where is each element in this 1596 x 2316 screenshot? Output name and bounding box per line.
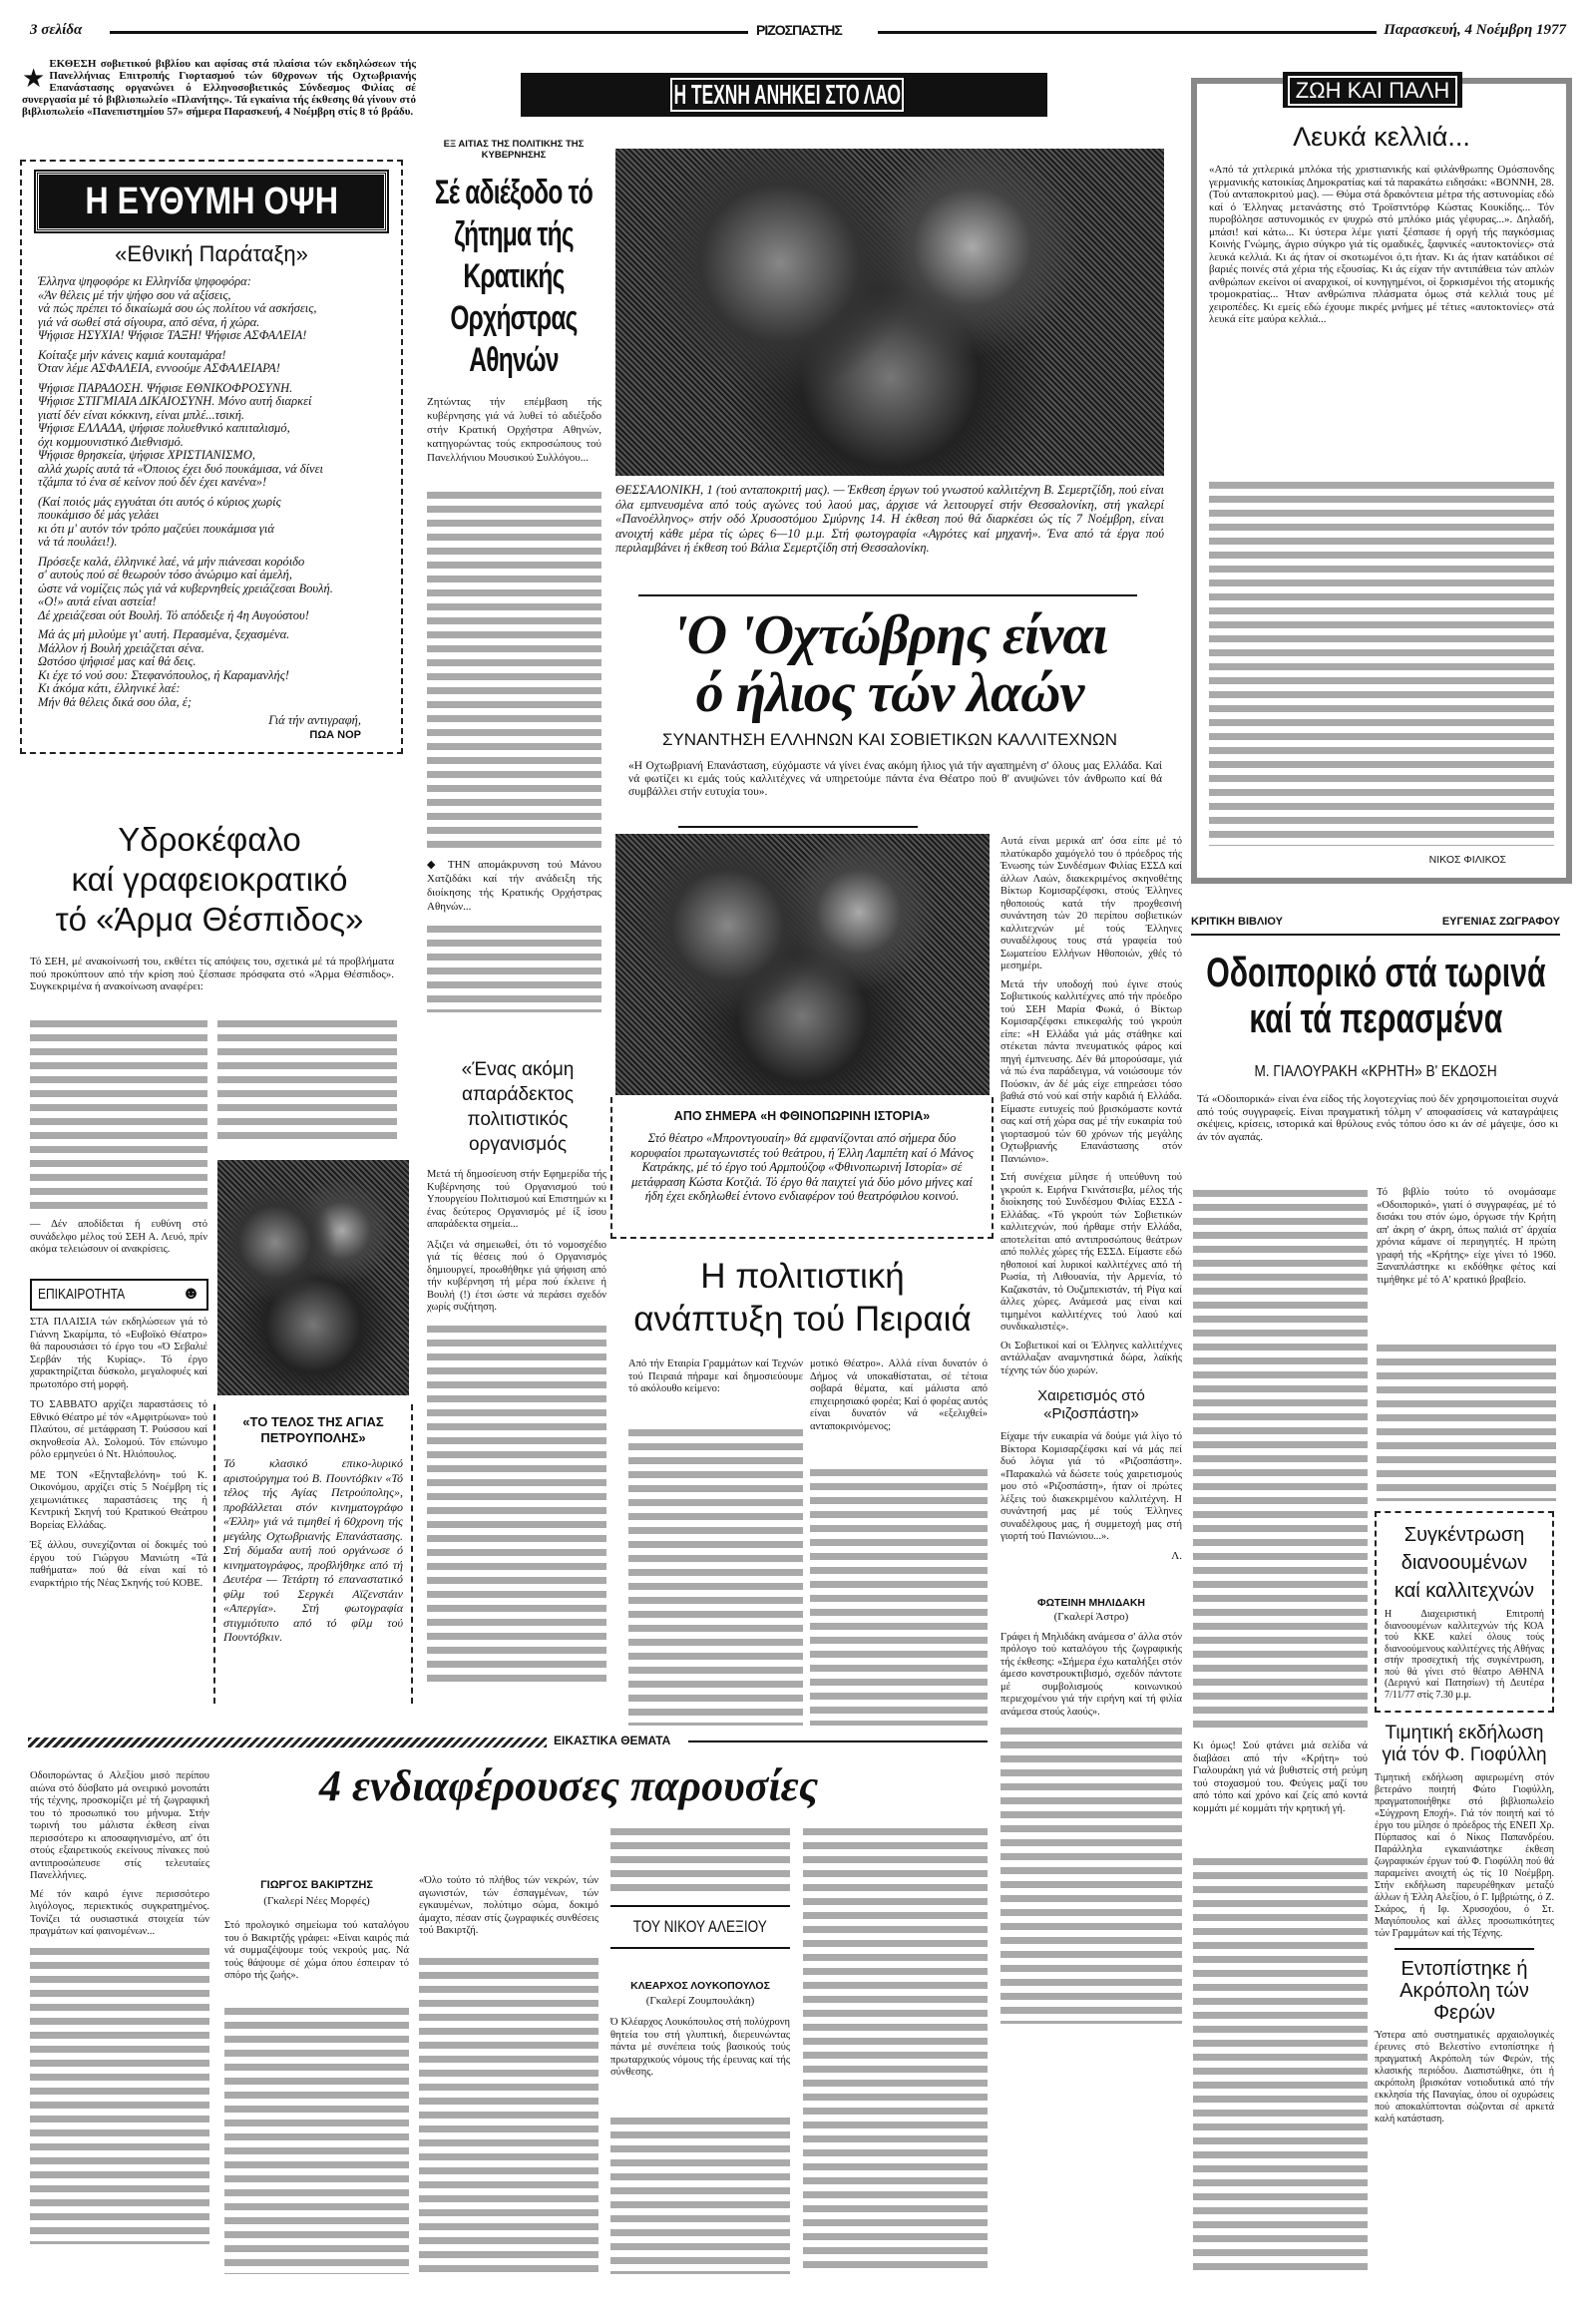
- poem-stanza: Ψήφισε ΠΑΡΑΔΟΣΗ. Ψήφισε ΕΘΝΙΚΟΦΡΟΣΥΝΗ. Ψήφισε ΣΤΙΓΜΙΑΙΑ ΔΙΚΑΙΟΣΥΝΗ. Μόνο αυτή διαρκεί γιατί δέν είναι κόκκινη, είναι μπλέ...τσική. Ψήφισε ΕΛΛΑΔΑ, ψήφισε πολυεθνικό καπιταλισμό, όχι κομμουνιστικό Διεθνισμό. Ψήφισε θρησκεία, ψήφισε ΧΡΙΣΤΙΑΝΙΣΜΟ, αλλά χωρίς αυτά τά «Όποιος έχει δυό πουκάμισα, νά δίνει τζάμπα τό ένα σέ κείνον πού δέν έχει κανένα»!: [38, 380, 324, 489]
- visual-arts-col4-top: [610, 1825, 790, 1895]
- piraeus-lead: Από τήν Εταιρία Γραμμάτων καί Τεχνών τού Πειραιά πήραμε καί δημοσιεύουμε τό ακόλουθο κείμενο:: [628, 1358, 803, 1394]
- visual-arts-mid-text: «Όλο τούτο τό πλήθος τών νεκρών, τών αγωνιστών, τών έσπαγμένων, τών εγκαυμένων, πολύτιμο σώμα, δοκιμό άμαχτο, πέσαν στίς ζωγραφικές συνθέσεις τού Βακιρτζή.: [419, 1875, 598, 1936]
- poem-stanza: Πρόσεξε καλά, έλληνικέ λαέ, νά μήν πιάνεσαι κορόιδο σ' αυτούς πού σέ θεωρούν τόσο άνώριμο καί άμελή, ώστε νά νομίζεις πώς γιά νά κυβερνηθείς χρειάζεσαι Βουλή. «Ο!» αυτά είναι αστεία! Δέ χρειάζεσαι ούτ Βουλή. Τό απόδειξε ή 4η Αυγούστου!: [38, 554, 333, 622]
- orchestra-headline: Σέ αδιέξοδο τό ζήτημα τής Κρατικής Ορχήστρας Αθηνών: [434, 174, 594, 379]
- divider: [678, 826, 918, 828]
- artist-gallery: (Γκαλερί Νέες Μορφές): [263, 1895, 370, 1907]
- life-headline: Λευκά κελλιά...: [1293, 122, 1470, 152]
- orchestra-kicker: ΕΞ ΑΙΤΙΑΣ ΤΗΣ ΠΟΛΙΤΙΚΗΣ ΤΗΣ ΚΥΒΕΡΝΗΣΗΣ: [443, 139, 585, 161]
- pherai-text: Ύστερα από συστηματικές αρχαιολογικές έρευνες στό Βελεστίνο εντοπίστηκε ή πραγματική Ακρόπολη τών Φερών, τής κλασικής περιόδου. Διαπιστώθηκε, ότι ή ακρόπολη βρισκόταν νοτιοδυτικά από τήν εκκλησία τής Παναγίας, όπου οί οχυρώσεις πού αποκαλύπτονται σώζονται σέ αρκετά καλή κατάσταση.: [1375, 2030, 1554, 2124]
- organization-lead: Μετά τή δημοσίευση στήν Εφημερίδα τής Κυβέρνησης τού Οργανισμού τού Υπουργείου Πολιτισμού καί Επιστημών κι ένας δεύτερος Οργανισμός μέ ίξ ίσου απαράδεκτα σημεία...: [427, 1169, 606, 1230]
- visual-arts-col2: [224, 2005, 409, 2274]
- book-review-col2-text: Κι όμως! Σού φτάνει μιά σελίδα νά διαβάσει από τήν «Κρήτη» τού Γιαλουράκη γιά νά βυθιστείς στή ρεύμη τού στοχασμού του. Φεύγεις μαζί του από τόπο καί χρόνο καί ζείς από κοντά κομμάτι μέ κομμάτι τήν κρητική γή.: [1193, 1740, 1368, 1814]
- divider: [1395, 1948, 1534, 1950]
- issue-date: Παρασκευή, 4 Νοέμβρη 1977: [1384, 22, 1566, 38]
- october-body-4: Οι Σοβιετικοί καί οι Έλληνες καλλιτέχνες αντάλλαξαν αναμνηστικά δώρα, λαϊκής τέχνης τών δύο χωρών.: [1000, 1340, 1182, 1376]
- artist-text: Γράφει ή Μηλιδάκη ανάμεσα σ' άλλα στόν πρόλογο τού καταλόγου τής ζωγραφικής τής έκθεσης: «Σήμερα έχω καταλήξει στόν άμεσο κονστρουκτιβισμό, σχεδόν πάντοτε μέ συμβολισμούς κοινωνικού περιεχομένου γιά τήν ειρήνη καί τή φιλία ανάμεσα στούς λαούς».: [1000, 1631, 1182, 1718]
- book-review-subtitle: Μ. ΓΙΑΛΟΥΡΑΚΗ «ΚΡΗΤΗ» Β' ΕΚΔΟΣΗ: [1254, 1063, 1497, 1080]
- artist-text: Στό προλογικό σημείωμα τού καταλόγου του ό Βακιρτζής γράφει: «Είναι καιρός πιά νά συμμαζέψουμε τούς νεκρούς μας. Νά τούς θάψουμε σέ χώμα όπου έσπειραν τό σπόρο τής ζωής».: [224, 1920, 409, 1981]
- harma-headline: Υδροκέφαλο καί γραφειοκρατικό τό «Άρμα Θέσπιδος»: [55, 821, 364, 938]
- orchestra-second-lead: ◆ ΤΗΝ απομάκρυνση τού Μάνου Χατζιδάκι καί τήν ανάδειξη τής διοίκησης τής Κρατικής Ορχήστρας Αθηνών...: [427, 859, 601, 913]
- artists-meeting-photo: [615, 834, 990, 1095]
- organization-headline: «Ένας ακόμη απαράδεκτος πολιτιστικός οργανισμός: [461, 1059, 575, 1155]
- october-body-3: Στή συνέχεια μίλησε ή υπεύθυνη τού γκρούπ κ. Ειρήνα Γκινάτσιεβα, μέλος τής διοίκησης τού Συνδέσμου Φιλίας ΕΣΣΔ - Ελλάδας. «Τό γκρούπ τών Σοβιετικών καλλιτεχνών, πού ήρθαμε στήν Ελλάδα, αποτελείται από αντιπροσώπους θεάτρων από πολλές χώρες τής ΕΣΣΔ. Είμαστε εδώ ηθοποιοί καί λυρικοί καλλιτέχνες από τή Ρωσία, τή Λιθουανία, τήν Αρμενία, τό Καζακστάν, τό Ουζμπεκιστάν, τή Ρίγα καί άλλες χώρες. Ανάμεσά μας είναι καί τιμημένοι καλλιτέχνες τού λαού καί συνδικαλιστές».: [1000, 1172, 1182, 1333]
- artist-text: Ό Κλέαρχος Λουκόπουλος στή πολύχρονη θητεία του στή γλυπτική, διερευνώντας πάντα μέ συνέπεια τούς βασικούς τούς πρωταρχικούς νόμους τής έρευνας καί τής σύνθεσης.: [610, 2017, 790, 2078]
- harma-body-col2: [217, 1017, 397, 1142]
- life-banner: ΖΩΗ ΚΑΙ ΠΑΛΗ: [1283, 72, 1462, 108]
- exhibition-photo: [615, 149, 1164, 476]
- piraeus-body-1: [628, 1426, 803, 1726]
- artist-name: ΦΩΤΕΙΝΗ ΜΗΛΙΔΑΚΗ: [1037, 1596, 1145, 1609]
- life-body-more: [1209, 479, 1554, 846]
- book-review-col2-more: [1377, 1342, 1556, 1501]
- page-header: [30, 22, 1566, 46]
- byline-box: [610, 1905, 790, 1949]
- byline: ΤΟΥ ΝΙΚΟΥ ΑΛΕΞΙΟΥ: [632, 1917, 768, 1936]
- piraeus-headline: Η πολιτιστική ανάπτυξη τού Πειραιά: [633, 1257, 972, 1339]
- theater-box: [610, 1097, 994, 1239]
- star-icon: ★: [22, 64, 46, 93]
- book-review-col1-more: [1193, 1855, 1368, 2274]
- news-item: ΣΤΑ ΠΛΑΙΣΙΑ τών εκδηλώσεων γιά τό Γιάννη Σκαρίμπα, τό «Ευβοϊκό Θέατρο» θά παρουσιάσει τό έργο του «Ό Σεβαλιέ Σερβάν τής Κυρίας». Τό έργο χαρακτηρίζεται δύσκολο, μεγαλοφυές καί πρωτοπόρο στή μορφή.: [30, 1317, 207, 1390]
- artist-name: ΚΛΕΑΡΧΟΣ ΛΟΥΚΟΠΟΥΛΟΣ: [630, 1980, 770, 1992]
- header-rule-right: [878, 31, 1377, 34]
- humor-title: «Εθνική Παράταξη»: [115, 241, 308, 266]
- organization-text: [427, 1169, 606, 1682]
- petersburg-box: [213, 1404, 413, 1704]
- piraeus-body-2: [810, 1466, 988, 1726]
- organization-body: Άξιζει νά σημειωθεί, ότι τό νομοσχέδιο γιά τίς θέσεις πού ό Οργανισμός δημιουργεί, προωθήθηκε γιά ψήφιση από τήν κυβέρνηση τή μέρα πού έκλεινε ή Βουλή (!) έτσι ώστε νά περάσει σχεδόν χωρίς συζήτηση.: [427, 1239, 606, 1313]
- visual-arts-intro: Οδοιπορώντας ό Αλεξίου μισό περίπου αιώνα στό δύσβατο μά ονειρικό μονοπάτι τής τέχνης, προσκομίζει μέ τή ζωγραφική του τό προσωπικό του μήνυμα. Στήν τωρινή του μάλιστα έκθεση είναι περισσότερο κι αποσαφηνισμένο, απ' ότι στούς εξαιρετικούς εκείνους πίνακες πού αντιπροσώπευσε στίς τελευταίες Πανελλήνιες.: [30, 1770, 209, 1881]
- poem-stanza: Κοίταξε μήν κάνεις καμιά κουταμάρα! Όταν λέμε ΑΣΦΑΛΕΙΑ, εννοούμε ΑΣΦΑΛΕΙΑΡΑ!: [38, 347, 280, 375]
- meeting-text: Η Διαχειριστική Επιτροπή διανοουμένων καλλιτεχνών τής ΚΟΑ τού ΚΚΕ καλεί όλους τούς διανοούμενους καλλιτέχνες τής Αθήνας στήν προσεχτική τής συγκέντρωση, πού θά γίνει στό θέατρο ΑΘΗΝΑ (Δεριγνύ καί Πατησίων) τή Δευτέρα 7/11/77 στίς 7.30 μ.μ.: [1385, 1609, 1544, 1701]
- news-list: [30, 1317, 207, 1590]
- poem-stanza: (Καί ποιός μάς εγγυάται ότι αυτός ό κύριος χωρίς πουκάμισο δέ μάς γελάει κι ότι μ' αυτόν τόν τρόπο μαζεύει πουκάμισα γιά νά τά πουλάει!).: [38, 494, 281, 549]
- october-body-2: Μετά τήν υποδοχή πού έγινε στούς Σοβιετικούς καλλιτέχνες από τήν πρόεδρο τού ΣΕΗ Μαρία Φωκά, ό Βίκτωρ Κομισαρζέφσκι επικεφαλής τού γκρούπ είπε: «Η Ελλάδα γιά μάς στάθηκε καί στέκεται πάντα πνευματικός φάρος καί πηγή έμπνευσης. Δέν θά μπορούσαμε, γιά νά πώ ένα παράδειγμα, νά νοιώσουμε τόν Πούσκιν, άν δέ μάς είχε επηρεάσει τόσο βαθιά στό νού καί στήν καρδιά ή Ελλάδα. Είμαστε ευτυχείς πού βρισκόμαστε κοντά σας καί στή χώρα σας μέ τήν ευκαιρία τού γιορτασμού τών 60 χρόνων τής μεγάλης Οχτωβριανής Επανάστασης στόν Πανιώνιο».: [1000, 978, 1182, 1165]
- october-subtitle: ΣΥΝΑΝΤΗΣΗ ΕΛΛΗΝΩΝ ΚΑΙ ΣΟΒΙΕΤΙΚΩΝ ΚΑΛΛΙΤΕΧΝΩΝ: [661, 730, 1118, 749]
- orchestra-lead: Ζητώντας τήν επέμβαση τής κυβέρνησης γιά νά λυθεί τό αδιέξοδο στήν Κρατική Ορχήστρα Αθηνών, κατηγορώντας τούς εκπροσώπους τού Πανελλήνιου Μουσικού Συλλόγου...: [427, 396, 601, 464]
- book-review-headline: Οδοιπορικό στά τωρινά καί τά περασμένα: [1205, 949, 1546, 1041]
- notice-text: ΕΚΘΕΣΗ σοβιετικού βιβλίου και αφίσας στά πλαίσια τών εκδηλώσεων τής Πανελλήνιας Επιτροπής Γιορτασμού τών 60χρονων τής Οχτωβριανής Επανάστασης οργανώνει ό Ελληνοσοβιετικός Σύνδεσμος Φιλίας σέ συνεργασία μέ τό βιβλιοπωλείο «Πλανήτης». Τά εγκαίνια τής έκθεσης θά γίνουν στό βιβλιοπωλείο «Πανεπιστημίου 57» σήμερα Παρασκευή, 4 Νοέμβρη στίς 8 τό βράδυ.: [22, 58, 416, 118]
- meeting-box: [1375, 1511, 1554, 1713]
- book-review-section-bar: [1191, 916, 1560, 936]
- organization-body-more: [427, 1323, 606, 1682]
- art-section-banner: [521, 73, 1047, 117]
- visual-arts-col5: [803, 1825, 988, 2274]
- piraeus-col2-text: μοτικό Θέατρο». Αλλά είναι δυνατόν ό Δήμος νά υποκαθίσταται, σέ τέτοια σοβαρά θέματα, καί μάλιστα από επιχειρησιακό φορέα; Καί ό φορέας αυτός είναι δυνατόν νά «εξελιχθεί» ανταποκρινόμενος;: [810, 1358, 988, 1432]
- visual-arts-col1-text: [30, 1770, 209, 2244]
- page-number: 3 σελίδα: [30, 22, 83, 38]
- artist-gallery: (Γκαλερί Άστρο): [1053, 1610, 1129, 1623]
- visual-arts-col3: [419, 1955, 598, 2274]
- humor-banner: Η ΕΥΘΥΜΗ ΟΨΗ: [36, 172, 387, 231]
- october-body-1: Αυτά είναι μερικά απ' όσα είπε μέ τό πλατύκαρδο χαμόγελό του ό πρόεδρος τής Ένωσης τών Συνδέσμων Φιλίας ΕΣΣΔ καί άλλων Λαών, διακεκριμένος σκηνοθέτης Βίκτωρ Κομισαρζέφσκι, στούς Έλληνες ηθοποιούς κατά τήν προχθεσινή συνάντηση τών 20 περίπου σοβιετικών καλλιτεχνών μέ τούς Έλληνες συναδέλφους τους στά γραφεία τού Σωματείου Ελλήνων Ηθοποιών, χθές τό μεσημέρι.: [1000, 836, 1182, 971]
- visual-arts-section-bar: [28, 1737, 547, 1747]
- meeting-title: Συγκέντρωση διανοουμένων καί καλλιτεχνών: [1394, 1524, 1534, 1602]
- header-rule-left: [110, 31, 748, 34]
- news-item: Έξ άλλου, συνεχίζονται οί δοκιμές τού έργου τού Γιώργου Μανιώτη «Τά παθήματα» πού θά είναι καί τό εναρκτήριο τής Νέας Σκηνής τού ΚΟΒΕ.: [30, 1540, 207, 1589]
- visual-arts-section-label: ΕΙΚΑΣΤΙΚΑ ΘΕΜΑΤΑ: [554, 1734, 671, 1747]
- october-quote: «Η Οχτωβριανή Επανάσταση, εύχόμαστε νά γίνει ένας ακόμη ήλιος γιά τήν αγαπημένη σ' όλους μας Ελλάδα. Καί νά φωτίζει κι εμάς τούς καλλιτέχνες νά υπηρετούμε πάντα ένα Θέατρο πού θ' ανυψώνει τόν άνθρωπο καί θά συμβάλλει στήν ευτυχία του».: [628, 760, 1162, 798]
- visual-arts-rule: [688, 1740, 988, 1742]
- harma-body-col1: [30, 1017, 207, 1213]
- giofyllis-text: Τιμητική εκδήλωση αφιερωμένη στόν βετεράνο ποιητή Φώτο Γιοφύλλη, πραγματοποιήθηκε στό βιβλιοπωλείο «Σύγχρονη Εποχή». Γιά τόν ποιητή καί τό έργο του μίλησε ό πρόεδρος τής ΕΝΕΠ Χρ. Πύρπασος καί ό Νίκος Παπανδρέου. Παράλληλα εγκαινιάστηκε έκθεση ζωγραφικών έργων τού Φ. Γιοφύλλη πού θά παραμείνει ανοιχτή ώς τίς 10 Νοέμβρη. Στήν εκδήλωση παρευρέθηκαν μεταξύ άλλων ή Έλλη Αλεξίου, ό Γ. Ιμβριώτης, ό Ζ. Σκάρος, ή Ιφ. Χρυσοχόου, ό Στ. Μαγιόπουλος καί άλλες προσωπικότητες τών Γραμμάτων καί τής Τέχνης.: [1375, 1772, 1554, 1939]
- october-headline: 'Ο 'Οχτώβρης είναι ό ήλιος τών λαών: [672, 604, 1107, 724]
- life-body: «Από τά χιτλερικά μπλόκα τής χριστιανικής καί φιλάνθρωπης Ομόσπονδης γερμανικής κατοικίας Δημοκρατίας καί τά παρακάτω ειδησάκι: «ΒΟΝΝΗ, 28. (Τού ανταποκριτού μας). — Θύμα στά δρακόντεια μέτρα τής αστυνομίας εδώ καί ό Έλληνας μετανάστης στό Τροϊστντόρφ Κώστας Κουκίδης... Τόν πυροβόλησε αστυνομικός εν ψυχρώ στό μπλόκο μιάς γέφυρας...». Δηλαδή, μπάσι! καί κάτω... Κι ύστερα λέμε γιατί ξέσπασε ή οργή τής παγκόσμιας Κοινής Γνώμης, άγριο σύγκρο γιά τίς ομαδικές, ξαφνικές «αυτοκτονίες» στά λευκά κελλιά. Κι άς ήταν οί σκοτωμένοι ό,τι ήταν. Κι άς ήταν κατάδικοι σέ βαριές ποινές στά χέρια τής εξουσίας. Κι άς είχαν τήν αντιπάθεια τών απλών ανθρώπων εκείνοι οί αναρχικοί, οί κυνηγημένοι, οί ξορκισμένοι τής ατομικής τρομοκρατίας... Ήταν ανθρώπινα πλάσματα όμως στά κελλιά τους μέ χειροπέδες. Κι εμείς εδώ έχουμε πικρές μνήμες μέ τέτιες «αυτοκτονίες» στά λευκά είτε μαύρα κελλιά...: [1209, 164, 1554, 325]
- october-text-column: [1000, 836, 1182, 2024]
- news-item: ΤΟ ΣΑΒΒΑΤΟ αρχίζει παραστάσεις τό Εθνικό Θέατρο μέ τόν «Αμφιτρύωνα» τού Πλαύτου, σέ μετάφραση Τ. Ρούσσου καί σκηνοθεσία Αλ. Σολομού. Τόν επώνυμο ρόλο ερμηνεύει ό Ντ. Ηλιόπουλος.: [30, 1399, 207, 1460]
- giofyllis-headline: Τιμητική εκδήλωση γιά τόν Φ. Γιοφύλλη: [1382, 1723, 1547, 1765]
- petersburg-text: Τό κλασικό επικο-λυρικό αριστούργημα τού Β. Πουντόβκιν «Τό τέλος τής Αγίας Πετρούπολης», προβάλλεται στόν κινηματογράφο «Έλλη» γιά νά τιμηθεί ή 60χρονη τής μεγάλης Οχτωβριανής Επανάστασης. Στή δύμαδα αυτή πού οργάνωσε ό κινηματογράφος, προβλήθηκε από τή Δευτέρα — Τετάρτη τό επαναστατικό φίλμ τού Σεργκέι Αϊζενστάιν «Απεργία». Στή φωτογραφία στιγμιότυπο από τό φίλμ τού Πουντόβκιν.: [223, 1456, 403, 1644]
- exhibition-caption: ΘΕΣΣΑΛΟΝΙΚΗ, 1 (τού ανταποκριτή μας). — Έκθεση έργων τού γνωστού καλλιτέχνη Β. Σεμερτζίδη, πού είναι όλα εμπνευσμένα από τούς αγώνες τού λαού μας, άρχισε νά λειτουργεί στήν Θεσσαλονίκη, στή γκαλερί «Πανοέλληνος» στήν οδό Χρυσοστόμου Σμύρνης 14. Η έκθεση πού θά διαρκέσει ώς τίς 7 Νοέμβρη, είναι ανοιχτή κάθε μέρα τίς ώρες 6—10 μ.μ. Στή φωτογραφία «Αγρότες καί μηχανή». Ένα από τά έργα πού περιλαμβάνει ή έκθεση τού Βάλια Σεμερτζίδη στή Θεσσαλονίκη.: [615, 483, 1164, 555]
- visual-arts-intro-2: Μέ τόν καιρό έγινε περισσότερο λιγόλογος, περιεκτικός συγκρατημένος. Τονίζει τά ουσιαστικά στοιχεία τών πραγμάτων καί φαινομένων...: [30, 1888, 209, 1937]
- harma-lead: Τό ΣΕΗ, μέ ανακοίνωσή του, εκθέτει τίς απόψεις του, σχετικά μέ τά προβλήματα πού προκύπτουν από τήν κρίση πού ξέσπασε πρόσφατα στό «Άρμα Θέσπιδος». Συγκεκριμένα ή ανακοίνωση αναφέρει:: [30, 956, 394, 992]
- humor-column: [20, 160, 403, 754]
- greeting-body: Είχαμε τήν ευκαιρία νά δούμε γιά λίγο τό Βίκτορα Κομισαρζέφσκι καί νά μάς πεί δυό λόγια γιά τό «Ριζοσπάστη». «Παρακαλώ νά δώσετε τούς χαιρετισμούς μου στό «Ριζοσπάστη», ήταν οί πρώτες λέξεις τού διακεκριμένου καλλιτέχνη. Η συνάντησή μας μέ τούς Έλληνες συναδέλφους μας, ή συμμετοχή μας στή γιορτή τού Πανιώνιου...».: [1000, 1431, 1182, 1542]
- visual-arts-col1: [30, 1945, 209, 2244]
- art-banner-label: Η ΤΕΧΝΗ ΑΝΗΚΕΙ ΣΤΟ ΛΑΟ: [673, 79, 901, 110]
- visual-arts-col4: [610, 2115, 790, 2274]
- book-review-lead: Τά «Οδοιπορικά» είναι ένα είδος τής λογοτεχνίας πού δέν χρησιμοποιείται συχνά από τούς συγγραφείς. Είναι πραγματική τόλμη ν' αποφασίσεις νά καταγράψεις σκέψεις, κρίσεις, ιστορικά καί θρύλους ενός τόπου όσο κι άν σέ μάγεψε, όσο κι άν τόν αγαπάς.: [1197, 1093, 1558, 1143]
- harma-tail: — Δέν αποδίδεται ή ευθύνη στό συνάδελφο μέλος τού ΣΕΗ Α. Λευό, πρίν ακόμα τελειώσουν οί ανακρίσεις.: [30, 1219, 207, 1255]
- life-column: [1191, 80, 1572, 884]
- book-review-col1: [1193, 1187, 1368, 1731]
- artist-gallery: (Γκαλερί Ζουμπουλάκη): [645, 1995, 755, 2007]
- artist-name: ΓΙΩΡΓΟΣ ΒΑΚΙΡΤΖΗΣ: [260, 1879, 373, 1891]
- humor-poem: [22, 275, 401, 709]
- exhibition-notice: [22, 58, 416, 118]
- life-signature: ΝΙΚΟΣ ΦΙΛΙΚΟΣ: [1428, 854, 1506, 866]
- divider: [638, 594, 1137, 596]
- visual-arts-headline: 4 ενδιαφέρουσες παρουσίες: [319, 1761, 819, 1810]
- news-item: ΜΕ ΤΟΝ «Εξηνταβελόνη» τού Κ. Οικονόμου, αρχίζει στίς 5 Νοέμβρη τίς χειμωνιάτικες παραστάσεις της ή Κεντρική Σκηνή τού Κρατικού Θεάτρου Βορείας Ελλάδας.: [30, 1469, 207, 1531]
- theater-masks-icon: ☻: [182, 1283, 200, 1303]
- petersburg-title: «ΤΟ ΤΕΛΟΣ ΤΗΣ ΑΓΙΑΣ ΠΕΤΡΟΥΠΟΛΗΣ»: [242, 1414, 384, 1445]
- humor-signature-line: Γιά τήν αντιγραφή,: [268, 713, 361, 727]
- greeting-title: Χαιρετισμός στό «Ριζοσπάστη»: [1037, 1387, 1145, 1422]
- film-still-photo: [217, 1160, 409, 1395]
- orchestra-body-2: [427, 923, 601, 1012]
- orchestra-body: [427, 489, 601, 848]
- visual-arts-col6: [1000, 1725, 1182, 2024]
- book-review-author: ΕΥΓΕΝΙΑΣ ΖΩΓΡΑΦΟΥ: [1441, 916, 1560, 928]
- poem-stanza: Μά άς μή μιλούμε γι' αυτή. Περασμένα, ξεχασμένα. Μάλλον ή Βουλή χρειάζεται σένα. Ωστόσο ψήφισέ μας καί θά δεις. Κι έχε τό νού σου: Στεφανόπουλος, ή Καραμανλής! Κι άκόμα κάτι, έλληνικέ λαέ: Μήν θά θέλεις δικά σου όλα, έ;: [38, 627, 290, 709]
- book-review-col3-text: Τό βιβλίο τούτο τό ονομάσαμε «Οδοιπορικό», γιατί ό συγγραφέας, μέ τό δισάκι του στόν ώμο, όργωσε τήν Κρήτη απ' άκρη σ' άκρη, όπως παλιά στ' άρχαία χρόνια κάμανε οί περιηγητές. Η πρώτη γραφή τής «Κρήτης» είχε γίνει τό 1960. Ξαναπλάστηκε κι εκδόθηκε φέτος καί τιμήθηκε μέ τό Α' κρατικό βραβείο.: [1377, 1187, 1556, 1286]
- book-review-label: ΚΡΙΤΙΚΗ ΒΙΒΛΙΟΥ: [1191, 916, 1283, 928]
- poem-stanza: Έλληνα ψηφοφόρε κι Ελληνίδα ψηφοφόρα: «Άν θέλεις μέ τήν ψήφο σου νά αξίσεις, νά πώς πρέπει τό δικαίωμά σου ώς πολίτου νά ασκήσεις, γιά νά σωθεί στά σίγουρα, από σένα, ή χώρα. Ψήφισε ΗΣΥΧΙΑ! Ψήφισε ΤΑΞΗ! Ψήφισε ΑΣΦΑΛΕΙΑ!: [38, 274, 317, 342]
- masthead: ΡΙΖΟΣΠΑΣΤΗΣ: [756, 22, 842, 38]
- news-box-title: ΕΠΙΚΑΙΡΟΤΗΤΑ ☻: [30, 1279, 208, 1311]
- greeting-signature: Λ.: [1171, 1549, 1182, 1562]
- pherai-headline: Εντοπίστηκε ή Ακρόπολη τών Φερών: [1399, 1958, 1529, 2024]
- humor-signature: ΠΩΑ ΝΟΡ: [309, 729, 361, 741]
- theater-box-text: Στό θέατρο «Μπροντγουαίη» θά εμφανίζονται από σήμερα δύο κορυφαίοι πρωταγωνιστές τού θεάτρου, ή Έλλη Λαμπέτη καί ό Μάνος Κατράκης, μέ τό έργο τού Αρμπούζοφ «Φθινοπωρινή Ιστορία» σέ μετάφραση Κώστα Κοτζιά. Τό έργο θά παιχτεί γιά δύο μόνο μήνες καί ήδη έχει εκδηλωθεί έντονο ενδιαφέρον τού θεατρόφιλου κοινού.: [630, 1131, 974, 1203]
- theater-box-title: ΑΠΟ ΣΗΜΕΡΑ «Η ΦΘΙΝΟΠΩΡΙΝΗ ΙΣΤΟΡΙΑ»: [673, 1109, 931, 1123]
- right-bottom-column: [1375, 1511, 1554, 2125]
